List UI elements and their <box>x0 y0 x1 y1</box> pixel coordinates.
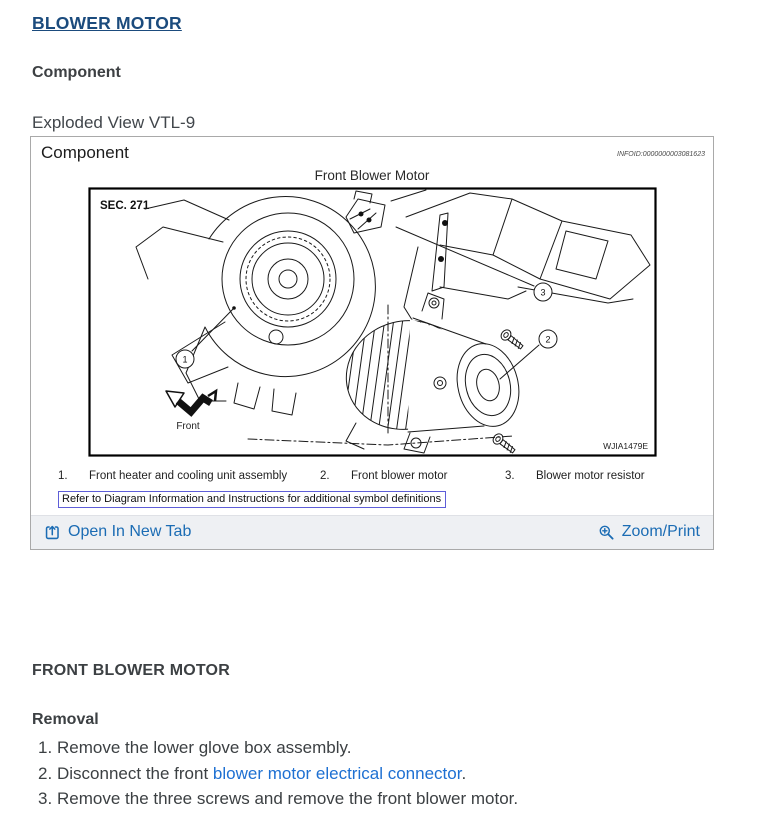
removal-step-1 <box>38 735 518 761</box>
open-in-new-tab-label: Open In New Tab <box>68 523 192 540</box>
legend-num: 3. <box>505 470 515 482</box>
open-in-new-tab-icon <box>44 524 61 541</box>
diagram-title: Front Blower Motor <box>314 168 430 183</box>
diagram-legend <box>31 470 713 482</box>
step-number: 2. <box>38 763 53 783</box>
refer-note-link[interactable]: Refer to Diagram Information and Instructions for additional symbol definitions <box>58 491 446 508</box>
legend-label: Blower motor resistor <box>536 470 645 482</box>
front-blower-motor-heading: FRONT BLOWER MOTOR <box>32 662 230 679</box>
panel-title: Component <box>41 143 129 162</box>
component-heading: Component <box>32 64 121 81</box>
step-text: Remove the lower glove box assembly. <box>57 738 352 757</box>
legend-label: Front heater and cooling unit assembly <box>89 470 288 482</box>
legend-item-2 <box>320 470 505 482</box>
step-text: Remove the three screws and remove the front blower motor. <box>57 789 519 809</box>
legend-num: 1. <box>58 470 68 482</box>
component-diagram-panel <box>30 136 714 550</box>
removal-step-3 <box>38 786 518 812</box>
panel-header <box>31 137 713 163</box>
step-text: Disconnect the front <box>57 763 213 783</box>
exploded-view-label: Exploded View VTL-9 <box>32 113 196 132</box>
legend-item-3 <box>505 470 645 482</box>
open-in-new-tab-link[interactable] <box>44 523 191 541</box>
removal-subheading: Removal <box>32 711 99 728</box>
figure-code: WJIA1479E <box>602 441 648 451</box>
front-label: Front <box>175 421 200 432</box>
callout-1: 1 <box>181 354 188 365</box>
legend-item-1 <box>58 470 320 482</box>
sec-label: SEC. 271 <box>99 200 149 212</box>
callout-2: 2 <box>544 334 551 345</box>
blower-motor-connector-link[interactable]: blower motor electrical connector <box>212 763 462 783</box>
magnifier-plus-icon <box>598 524 615 541</box>
step-number: 3. <box>38 789 53 809</box>
legend-num: 2. <box>320 470 330 482</box>
callout-3: 3 <box>539 287 546 298</box>
removal-step-2 <box>38 761 518 787</box>
infoid-label: INFOID:0000000003081623 <box>617 151 705 158</box>
exploded-view-diagram <box>88 187 657 457</box>
legend-label: Front blower motor <box>351 470 448 482</box>
blower-motor-title-link[interactable]: BLOWER MOTOR <box>32 13 182 33</box>
removal-steps-list <box>38 735 518 812</box>
panel-footer <box>31 515 713 549</box>
zoom-print-label: Zoom/Print <box>621 523 700 540</box>
step-text-post: . <box>461 763 467 783</box>
step-number: 1. <box>38 738 53 757</box>
zoom-print-link[interactable] <box>598 523 700 541</box>
